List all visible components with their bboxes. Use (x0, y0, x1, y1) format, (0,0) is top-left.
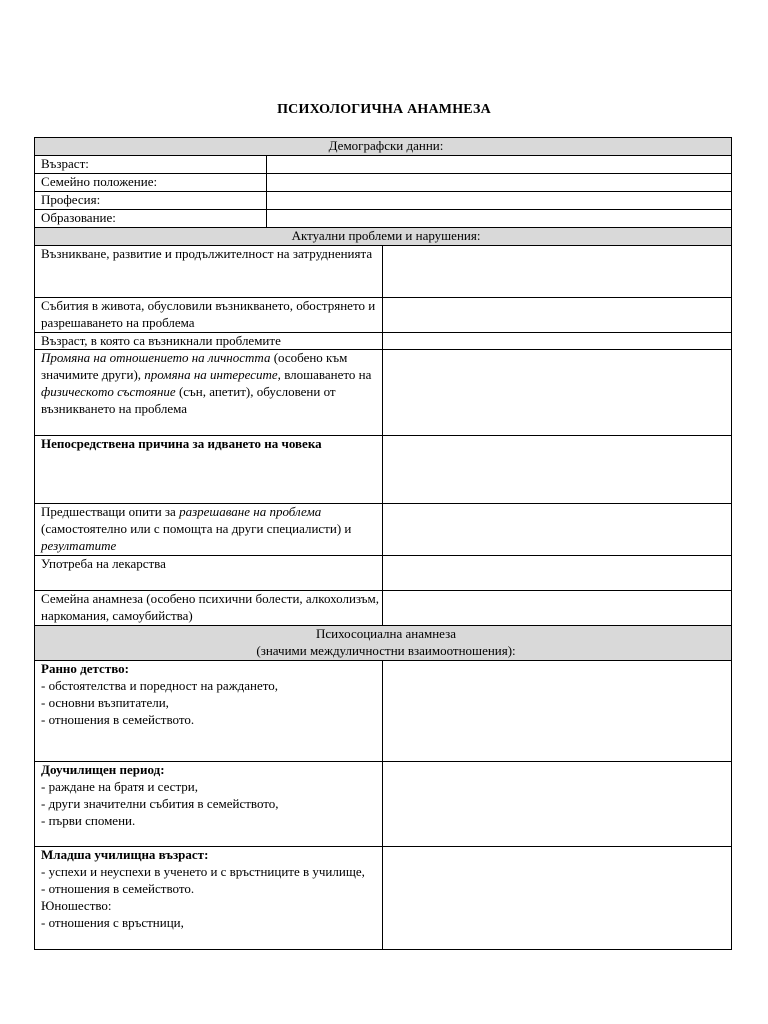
onset-age-label: Възраст, в която са възникнали проблемите (35, 332, 383, 350)
adolescence-label: Юношество: (41, 897, 112, 913)
list-item: - раждане на братя и сестри, (41, 778, 199, 794)
list-item: - отношения с връстници, (41, 914, 184, 930)
page-title: ПСИХОЛОГИЧНА АНАМНЕЗА (277, 102, 491, 117)
anamnesis-form (34, 137, 732, 950)
profession-label: Професия: (35, 191, 267, 209)
onset-field[interactable] (383, 245, 732, 297)
junior-school-label (35, 847, 383, 950)
onset-label: Възникване, развитие и продължителност на затрудненията (35, 245, 383, 297)
current-problems-header: Актуални проблеми и нарушения: (35, 227, 732, 245)
medication-field[interactable] (383, 556, 732, 591)
preschool-field[interactable] (383, 762, 732, 847)
list-item: - обстоятелства и поредност на раждането, (41, 677, 279, 693)
list-item: - успехи и неуспехи в ученето и с връстниците в училище, (41, 863, 365, 879)
list-item: - отношения в семейството. (41, 880, 195, 896)
list-item: - основни възпитатели, (41, 694, 169, 710)
demographics-header: Демографски данни: (35, 138, 732, 156)
attempts-text-3: (самостоятелно или с помощта на други специалисти) и (41, 521, 352, 537)
list-item: - отношения в семейството. (41, 711, 195, 727)
change-text-5: физическото състояние (41, 384, 176, 400)
preschool-title: Доучилищен период: (41, 762, 165, 778)
junior-school-field[interactable] (383, 847, 732, 950)
marital-status-label: Семейно положение: (35, 173, 267, 191)
personality-change-field[interactable] (383, 350, 732, 436)
medication-label: Употреба на лекарства (35, 556, 383, 591)
onset-age-field[interactable] (383, 332, 732, 350)
psychosocial-header (35, 626, 732, 661)
list-item: - други значителни събития в семейството, (41, 795, 279, 811)
list-item: - първи спомени. (41, 812, 136, 828)
personality-change-label (35, 350, 383, 436)
change-text-3: промяна на интересите, (144, 367, 281, 383)
preschool-label (35, 762, 383, 847)
life-events-label: Събития в живота, обусловили възникването, обострянето и разрешаването на проблема (35, 297, 383, 332)
psychosocial-header-line1: Психосоциална анамнеза (316, 626, 457, 642)
change-text-1: Промяна на отношението на личността (41, 350, 271, 366)
early-childhood-title: Ранно детство: (41, 661, 129, 677)
family-history-label: Семейна анамнеза (особено психични болести, алкохолизъм, наркомания, самоубийства) (35, 591, 383, 626)
change-text-6: (сън, апетит), обусловени от възникването на проблема (41, 384, 336, 417)
profession-field[interactable] (267, 191, 732, 209)
previous-attempts-label (35, 504, 383, 556)
visit-reason-label: Непосредствена причина за идването на човека (35, 436, 383, 504)
age-label: Възраст: (35, 156, 267, 174)
attempts-text-4: резултатите (41, 538, 117, 554)
early-childhood-label (35, 661, 383, 762)
change-text-2: (особено към значимите други), (41, 350, 348, 383)
junior-school-title: Младша училищна възраст: (41, 847, 209, 863)
marital-status-field[interactable] (267, 173, 732, 191)
visit-reason-field[interactable] (383, 436, 732, 504)
change-text-4: влошаването на (280, 367, 372, 383)
attempts-text-2: разрешаване на проблема (179, 504, 322, 520)
previous-attempts-field[interactable] (383, 504, 732, 556)
life-events-field[interactable] (383, 297, 732, 332)
attempts-text-1: Предшестващи опити за (41, 504, 180, 520)
early-childhood-field[interactable] (383, 661, 732, 762)
education-label: Образование: (35, 209, 267, 227)
family-history-field[interactable] (383, 591, 732, 626)
psychosocial-header-line2: (значими междуличностни взаимоотношения): (256, 643, 516, 659)
education-field[interactable] (267, 209, 732, 227)
age-field[interactable] (267, 156, 732, 174)
